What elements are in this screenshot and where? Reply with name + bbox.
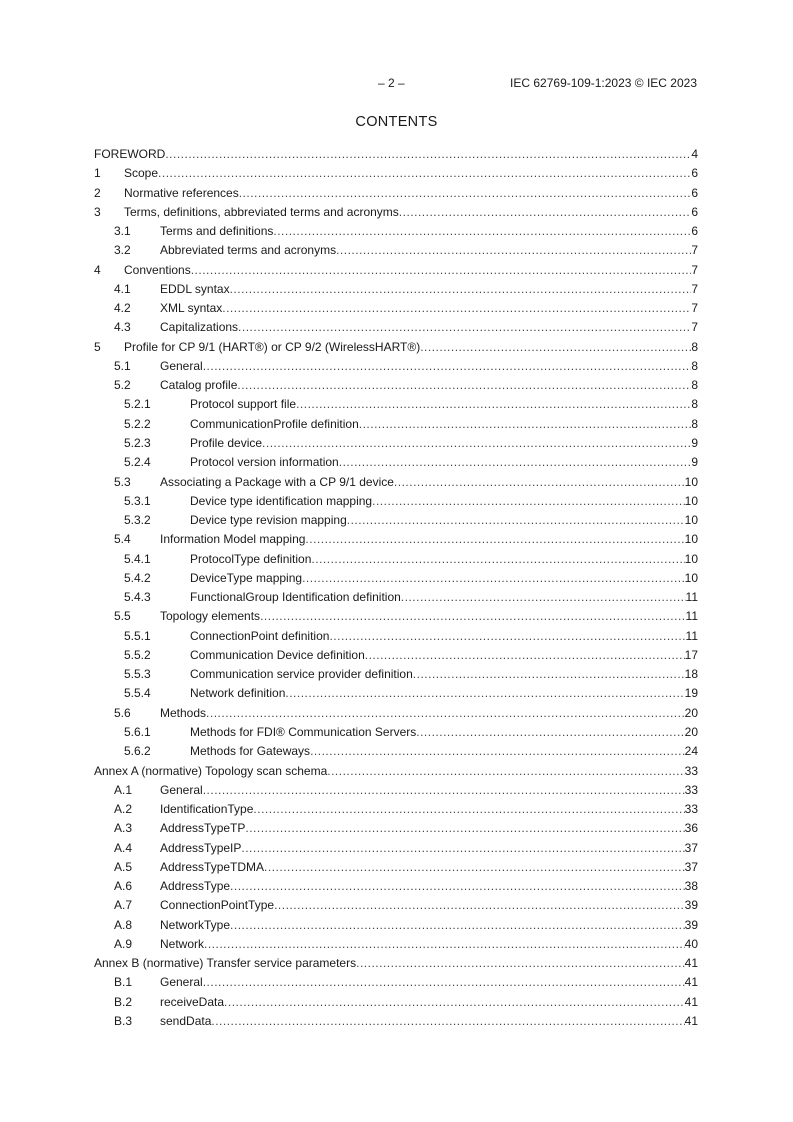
toc-entry-title: Network [160,936,205,951]
toc-entry[interactable] [94,434,698,453]
toc-entry-number: 5.4 [114,532,131,547]
toc-entry[interactable] [94,530,698,549]
toc-entry-page: 41 [684,1013,698,1028]
toc-entry-page: 33 [684,763,698,778]
toc-entry-title: Annex A (normative) Topology scan schema [94,763,328,778]
toc-entry-number: 5.2.3 [124,435,151,450]
toc-entry-page: 10 [684,474,698,489]
toc-entry-number: A.1 [114,782,133,797]
toc-entry-title: sendData [160,1013,212,1028]
dot-leader [245,819,684,837]
dot-leader [203,357,692,375]
toc-entry-page: 9 [691,435,698,450]
toc-entry[interactable] [94,839,698,858]
dot-leader [274,896,685,914]
toc-entry-title: General [160,782,203,797]
toc-entry-title: Capitalizations [160,320,239,335]
toc-entry-title: XML syntax [160,301,223,316]
dot-leader [239,184,692,202]
toc-entry-number: 5.3.1 [124,493,151,508]
toc-entry-page: 17 [684,647,698,662]
toc-entry-title: Methods for Gateways [190,744,311,759]
dot-leader [204,935,685,953]
dot-leader [211,1012,684,1030]
toc-entry-number: 5.2.4 [124,455,151,470]
toc-entry[interactable] [94,145,698,164]
toc-entry-number: 3.1 [114,224,131,239]
toc-entry-number: 5.6 [114,705,131,720]
toc-entry-title: General [160,358,203,373]
toc-entry-number: 5.5.4 [124,686,151,701]
toc-entry[interactable] [94,203,698,222]
toc-entry-title: Conventions [124,262,191,277]
toc-entry-title: FunctionalGroup Identification definition [190,590,401,605]
dot-leader [238,318,691,336]
toc-entry[interactable] [94,164,698,183]
toc-entry-title: Associating a Package with a CP 9/1 device [160,474,394,489]
page-title: CONTENTS [355,114,438,130]
toc-entry[interactable] [94,819,698,838]
toc-entry[interactable] [94,280,698,299]
toc-entry-title: NetworkType [160,917,231,932]
toc-entry-number: 5.2.2 [124,416,151,431]
toc-entry-number: A.3 [114,821,133,836]
toc-entry-number: 5.6.2 [124,744,151,759]
toc-entry-page: 8 [691,397,698,412]
toc-entry-number: 5 [94,339,101,354]
toc-entry[interactable] [94,338,698,357]
dot-leader [416,723,684,741]
toc-entry[interactable] [94,222,698,241]
toc-entry-page: 9 [691,455,698,470]
toc-entry-page: 6 [691,204,698,219]
toc-entry-page: 11 [685,590,698,605]
document-reference: IEC 62769-109-1:2023 © IEC 2023 [510,76,697,90]
dot-leader [365,646,685,664]
toc-entry[interactable] [94,627,698,646]
toc-entry-page: 8 [691,358,698,373]
toc-entry-title: CommunicationProfile definition [190,416,359,431]
toc-entry-page: 41 [684,956,698,971]
toc-entry[interactable] [94,550,698,569]
dot-leader [327,762,684,780]
toc-entry-number: 5.5 [114,609,131,624]
toc-entry-number: A.7 [114,898,133,913]
toc-entry-number: 1 [94,166,101,181]
toc-entry-page: 19 [684,686,698,701]
toc-entry[interactable] [94,665,698,684]
toc-entry[interactable] [94,935,698,954]
toc-entry[interactable] [94,896,698,915]
dot-leader [329,627,685,645]
toc-entry[interactable] [94,588,698,607]
page-number: – 2 – [378,76,405,90]
toc-entry-page: 10 [684,532,698,547]
toc-entry-number: 3 [94,204,101,219]
toc-entry-title: AddressType [160,879,231,894]
toc-entry[interactable] [94,684,698,703]
toc-entry-number: 4.1 [114,281,131,296]
toc-entry-page: 39 [684,898,698,913]
toc-entry-title: Profile for CP 9/1 (HART®) or CP 9/2 (WirelessHART®) [124,339,421,354]
toc-entry-title: EDDL syntax [160,281,230,296]
toc-entry-page: 10 [684,513,698,528]
toc-entry-page: 36 [684,821,698,836]
toc-entry-page: 11 [685,609,698,624]
dot-leader [310,742,685,760]
dot-leader [296,395,691,413]
toc-entry[interactable] [94,184,698,203]
toc-entry-number: B.3 [114,1013,133,1028]
toc-entry-page: 39 [684,917,698,932]
table-of-contents [94,145,698,1031]
toc-entry-number: 5.5.2 [124,647,151,662]
toc-entry-title: Methods [160,705,207,720]
toc-entry-title: Terms and definitions [160,224,274,239]
toc-entry-title: Device type identification mapping [190,493,373,508]
dot-leader [203,973,685,991]
dot-leader [203,781,685,799]
toc-entry-number: 5.4.1 [124,551,151,566]
toc-entry-title: Protocol version information [190,455,339,470]
dot-leader [401,588,686,606]
toc-entry-title: Terms, definitions, abbreviated terms and acronyms [124,204,399,219]
toc-entry-title: Communication service provider definition [190,667,413,682]
toc-entry-page: 8 [691,339,698,354]
toc-entry-page: 8 [691,378,698,393]
dot-leader [191,261,692,279]
toc-entry-title: Topology elements [160,609,261,624]
dot-leader [260,607,685,625]
toc-entry-title: Annex B (normative) Transfer service parameters [94,956,357,971]
dot-leader [230,877,685,895]
toc-entry[interactable] [94,858,698,877]
toc-entry[interactable] [94,473,698,492]
toc-entry-number: A.9 [114,936,133,951]
toc-entry-number: 4.3 [114,320,131,335]
dot-leader [336,241,691,259]
toc-entry-number: 5.4.2 [124,570,151,585]
dot-leader [302,569,685,587]
toc-entry-page: 37 [684,859,698,874]
dot-leader [339,453,692,471]
toc-entry-number: 4 [94,262,101,277]
toc-entry-title: ProtocolType definition [190,551,312,566]
toc-entry-title: Network definition [190,686,286,701]
dot-leader [372,492,685,510]
toc-entry-number: A.8 [114,917,133,932]
toc-entry-page: 10 [684,493,698,508]
dot-leader [241,839,684,857]
toc-entry-title: AddressTypeIP [160,840,242,855]
toc-entry-number: B.2 [114,994,133,1009]
toc-entry[interactable] [94,376,698,395]
dot-leader [222,299,691,317]
toc-entry-title: AddressTypeTDMA [160,859,265,874]
toc-entry[interactable] [94,877,698,896]
toc-entry-page: 10 [684,570,698,585]
toc-entry-number: A.2 [114,802,133,817]
toc-entry[interactable] [94,492,698,511]
toc-entry-title: receiveData [160,994,225,1009]
toc-entry-page: 6 [691,185,698,200]
toc-entry-page: 7 [691,301,698,316]
toc-entry-number: 4.2 [114,301,131,316]
toc-entry-page: 11 [685,628,698,643]
toc-entry-page: 4 [691,147,698,161]
toc-entry[interactable] [94,241,698,260]
toc-entry[interactable] [94,511,698,530]
toc-entry[interactable] [94,395,698,414]
dot-leader [253,800,684,818]
toc-entry-title: Normative references [124,185,239,200]
toc-entry-number: 2 [94,185,101,200]
toc-entry[interactable] [94,723,698,742]
toc-entry-number: B.1 [114,975,133,990]
toc-entry-title: Protocol support file [190,397,297,412]
toc-entry[interactable] [94,453,698,472]
toc-entry-number: 5.2.1 [124,397,151,412]
dot-leader [224,993,685,1011]
toc-entry-title: ConnectionPointType [160,898,275,913]
toc-entry-page: 7 [691,262,698,277]
toc-entry[interactable] [94,954,698,973]
dot-leader [262,434,691,452]
toc-entry-page: 6 [691,224,698,239]
toc-entry-title: Profile device [190,435,263,450]
dot-leader [356,954,685,972]
toc-entry[interactable] [94,569,698,588]
dot-leader [165,145,691,163]
toc-entry-number: 5.4.3 [124,590,151,605]
toc-entry-title: Abbreviated terms and acronyms [160,243,337,258]
dot-leader [311,550,684,568]
toc-entry[interactable] [94,762,698,781]
toc-entry-page: 41 [684,994,698,1009]
toc-entry-page: 20 [684,724,698,739]
toc-entry-page: 18 [684,667,698,682]
toc-entry[interactable] [94,318,698,337]
toc-entry-number: A.6 [114,879,133,894]
toc-entry-number: 5.5.1 [124,628,151,643]
dot-leader [420,338,691,356]
toc-entry-title: Scope [124,166,159,181]
toc-entry-title: ConnectionPoint definition [190,628,330,643]
dot-leader [230,280,692,298]
dot-leader [347,511,685,529]
toc-entry[interactable] [94,916,698,935]
toc-entry-page: 40 [684,936,698,951]
toc-entry-number: 5.1 [114,358,131,373]
dot-leader [264,858,685,876]
dot-leader [413,665,685,683]
toc-entry-number: A.4 [114,840,133,855]
toc-entry-title: Device type revision mapping [190,513,347,528]
toc-entry-page: 8 [691,416,698,431]
dot-leader [394,473,685,491]
toc-entry[interactable] [94,299,698,318]
toc-entry[interactable] [94,1012,698,1031]
toc-entry[interactable] [94,781,698,800]
toc-entry[interactable] [94,993,698,1012]
dot-leader [273,222,691,240]
toc-entry[interactable] [94,973,698,992]
toc-entry-page: 7 [691,281,698,296]
toc-entry-page: 33 [684,802,698,817]
toc-entry[interactable] [94,415,698,434]
toc-entry-number: 3.2 [114,243,131,258]
toc-entry-page: 7 [691,320,698,335]
toc-entry-page: 41 [684,975,698,990]
toc-entry[interactable] [94,742,698,761]
toc-entry-number: 5.3.2 [124,513,151,528]
toc-entry[interactable] [94,704,698,723]
toc-entry-page: 38 [684,879,698,894]
dot-leader [305,530,684,548]
page-header [0,76,793,92]
toc-entry-title: Information Model mapping [160,532,306,547]
dot-leader [230,916,685,934]
toc-entry-title: FOREWORD [94,147,166,161]
toc-entry[interactable] [94,261,698,280]
toc-entry-page: 33 [684,782,698,797]
toc-entry-title: Methods for FDI® Communication Servers [190,724,417,739]
toc-entry-number: 5.5.3 [124,667,151,682]
toc-entry-number: 5.3 [114,474,131,489]
toc-entry-title: General [160,975,203,990]
toc-entry-page: 24 [684,744,698,759]
dot-leader [399,203,692,221]
dot-leader [206,704,685,722]
toc-entry[interactable] [94,607,698,626]
toc-entry-page: 10 [684,551,698,566]
dot-leader [285,684,684,702]
dot-leader [359,415,692,433]
toc-entry-page: 20 [684,705,698,720]
toc-entry-number: A.5 [114,859,133,874]
toc-entry-title: Communication Device definition [190,647,365,662]
toc-entry[interactable] [94,800,698,819]
toc-entry-page: 7 [691,243,698,258]
toc-entry-page: 6 [691,166,698,181]
toc-entry-title: Catalog profile [160,378,238,393]
toc-entry-page: 37 [684,840,698,855]
toc-entry-title: IdentificationType [160,802,254,817]
toc-entry[interactable] [94,357,698,376]
toc-entry-title: AddressTypeTP [160,821,246,836]
toc-entry-number: 5.2 [114,378,131,393]
dot-leader [237,376,691,394]
toc-entry[interactable] [94,646,698,665]
toc-entry-number: 5.6.1 [124,724,151,739]
toc-entry-title: DeviceType mapping [190,570,303,585]
dot-leader [158,164,691,182]
